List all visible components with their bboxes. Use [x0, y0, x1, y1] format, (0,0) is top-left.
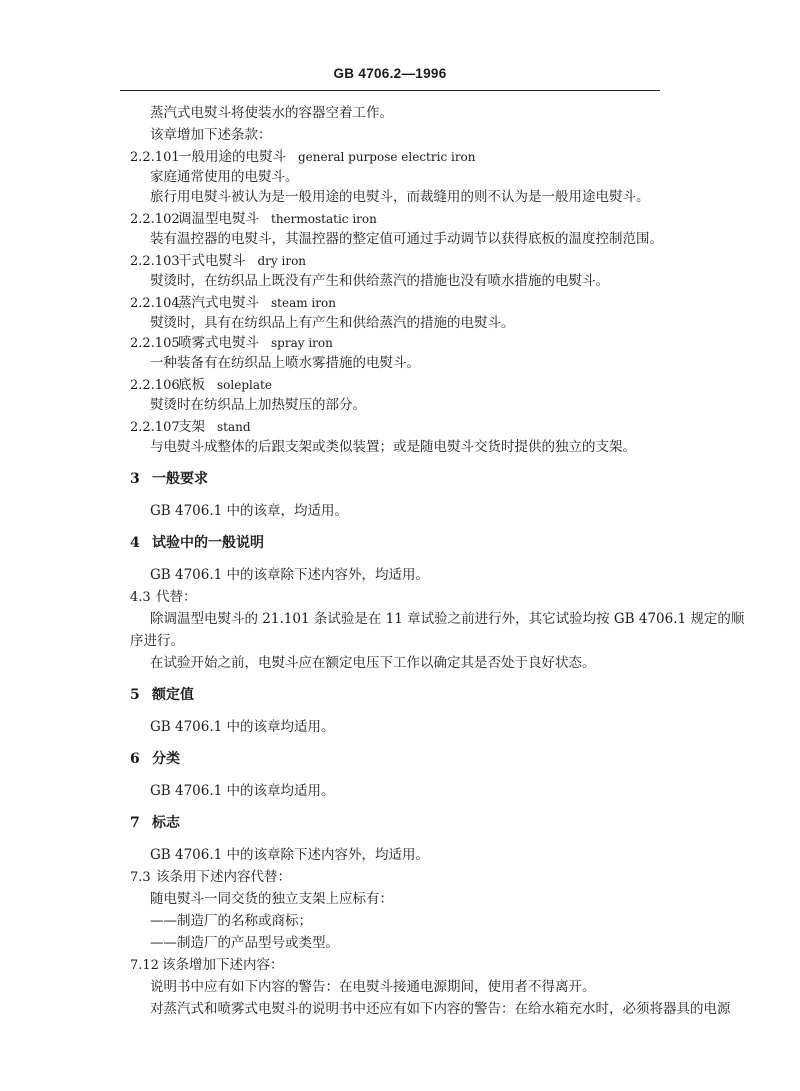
clause-text: 该条增加下述内容：: [162, 957, 284, 973]
section-number: 4: [130, 535, 140, 551]
clause-number: 7.12: [130, 958, 159, 973]
section-title: 标志: [152, 815, 180, 831]
clause-body: 除调温型电熨斗的 21.101 条试验是在 11 章试验之前进行外，其它试验均按 GB 4706.1 规定的顺: [150, 611, 745, 627]
clause-number: 2.2.102: [130, 212, 180, 227]
section-text: GB 4706.1 中的该章均适用。: [150, 783, 335, 799]
clause-text: 代替：: [156, 589, 197, 605]
section-text: GB 4706.1 中的该章，均适用。: [150, 503, 349, 519]
section-number: 7: [130, 815, 140, 831]
clause-number: 2.2.106: [130, 378, 180, 393]
term-chinese: 底板: [178, 377, 205, 393]
clause-body: 随电熨斗一同交货的独立支架上应标有：: [150, 891, 393, 907]
term-english: stand: [217, 420, 251, 434]
definition-heading: [130, 294, 336, 313]
clause-heading: [130, 588, 197, 607]
definition-heading: [130, 376, 272, 395]
definition-heading: [130, 252, 306, 271]
list-item: ——制造厂的名称或商标；: [150, 913, 312, 929]
section-number: 5: [130, 687, 140, 703]
definition-heading: [130, 148, 476, 167]
standard-number: GB 4706.2—1996: [333, 66, 447, 81]
definition-text: 熨烫时，具有在纺织品上有产生和供给蒸汽的措施的电熨斗。: [150, 315, 515, 331]
definition-text: 家庭通常使用的电熨斗。: [150, 169, 299, 185]
clause-text: 该条用下述内容代替：: [156, 869, 291, 885]
clause-number: 4.3: [130, 590, 151, 605]
clause-body: 说明书中应有如下内容的警告：在电熨斗接通电源期间，使用者不得离开。: [150, 979, 596, 995]
section-number: 3: [130, 471, 140, 487]
definition-text: 一种装备有在纺织品上喷水雾措施的电熨斗。: [150, 355, 420, 371]
definition-text: 装有温控器的电熨斗，其温控器的整定值可通过手动调节以获得底板的温度控制范围。: [150, 231, 663, 247]
clause-heading: [130, 956, 284, 975]
clause-number: 2.2.103: [130, 254, 180, 269]
section-title: 分类: [152, 751, 180, 767]
section-heading: [130, 534, 264, 552]
section-heading: [130, 686, 194, 704]
section-text: GB 4706.1 中的该章除下述内容外，均适用。: [150, 567, 430, 583]
clause-number: 2.2.105: [130, 336, 180, 351]
term-chinese: 喷雾式电熨斗: [178, 335, 259, 351]
section-title: 试验中的一般说明: [152, 535, 264, 551]
definition-heading: [130, 210, 377, 229]
page-header: [120, 64, 660, 91]
term-chinese: 蒸汽式电熨斗: [178, 295, 259, 311]
text-line: 该章增加下述条款：: [150, 127, 272, 143]
definition-note: 旅行用电熨斗被认为是一般用途的电熨斗，而裁缝用的则不认为是一般用途电熨斗。: [150, 189, 650, 205]
term-english: soleplate: [217, 378, 272, 392]
clause-heading: [130, 868, 291, 887]
clause-body: 序进行。: [130, 633, 184, 649]
term-chinese: 支架: [178, 419, 205, 435]
definition-text: 与电熨斗成整体的后跟支架或类似装置；或是随电熨斗交货时提供的独立的支架。: [150, 439, 636, 455]
term-english: dry iron: [257, 254, 307, 268]
definition-heading: [130, 418, 251, 437]
definition-text: 熨烫时在纺织品上加热熨压的部分。: [150, 397, 366, 413]
section-number: 6: [130, 751, 140, 767]
section-title: 额定值: [152, 687, 194, 703]
section-text: GB 4706.1 中的该章除下述内容外，均适用。: [150, 847, 430, 863]
section-heading: [130, 750, 180, 768]
section-title: 一般要求: [152, 471, 208, 487]
clause-number: 7.3: [130, 870, 151, 885]
term-english: spray iron: [271, 336, 333, 350]
section-heading: [130, 814, 180, 832]
clause-body: 在试验开始之前，电熨斗应在额定电压下工作以确定其是否处于良好状态。: [150, 655, 596, 671]
clause-number: 2.2.101: [130, 150, 180, 165]
term-english: steam iron: [271, 296, 336, 310]
clause-number: 2.2.107: [130, 420, 180, 435]
term-chinese: 调温型电熨斗: [178, 211, 259, 227]
section-heading: [130, 470, 208, 488]
clause-number: 2.2.104: [130, 296, 180, 311]
section-text: GB 4706.1 中的该章均适用。: [150, 719, 335, 735]
definition-text: 熨烫时，在纺织品上既没有产生和供给蒸汽的措施也没有喷水措施的电熨斗。: [150, 273, 609, 289]
term-chinese: 一般用途的电熨斗: [178, 149, 286, 165]
term-english: thermostatic iron: [271, 212, 377, 226]
definition-heading: [130, 334, 333, 353]
term-english: general purpose electric iron: [298, 150, 476, 164]
term-chinese: 干式电熨斗: [178, 253, 246, 269]
clause-body: 对蒸汽式和喷雾式电熨斗的说明书中还应有如下内容的警告：在给水箱充水时，必须将器具的电源: [150, 1001, 731, 1017]
text-line: 蒸汽式电熨斗将使装水的容器空着工作。: [150, 105, 393, 121]
list-item: ——制造厂的产品型号或类型。: [150, 935, 339, 951]
